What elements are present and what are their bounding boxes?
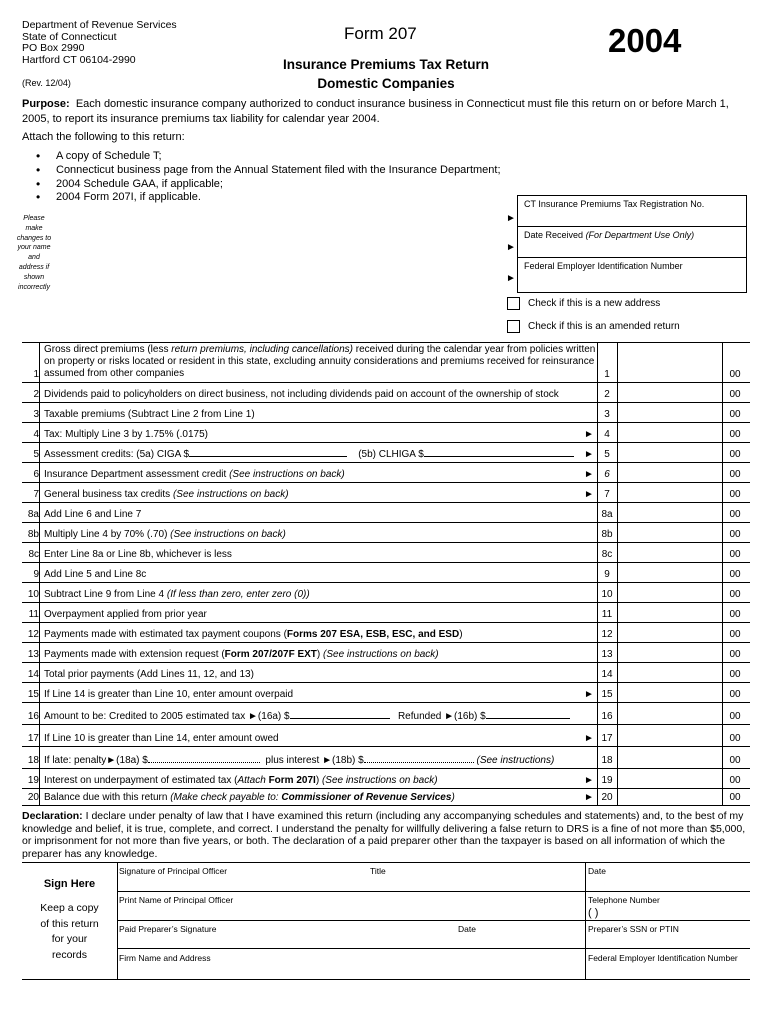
keep-copy-line: Keep a copy (40, 902, 99, 914)
attach-title: Attach the following to this return: (22, 131, 185, 143)
cents: 00 (729, 509, 741, 520)
cents: 00 (729, 792, 741, 803)
preparer-signature-field[interactable]: Paid Preparer’s Signature (119, 924, 217, 934)
line-description: Payments made with extension request (Form 207/207F EXT) (See instructions on back) (44, 649, 439, 660)
line-2 (22, 383, 750, 403)
line-number: 11 (28, 609, 39, 620)
line-8a (22, 503, 750, 523)
attach-item: • A copy of Schedule T; (36, 150, 501, 164)
line-ref: 18 (601, 755, 613, 766)
line-number: 18 (27, 755, 39, 766)
line-ref: 8b (601, 529, 613, 540)
agency-line: PO Box 2990 (22, 42, 85, 55)
line-description: Payments made with estimated tax payment coupons (Forms 207 ESA, ESB, ESC, and ESD) (44, 629, 463, 640)
line-description: Dividends paid to policyholders on direct business, not including dividends paid on account of the ownership of stock (44, 389, 559, 400)
line-ref: 16 (601, 711, 613, 722)
line-number: 13 (27, 649, 39, 660)
penalty-input[interactable] (148, 753, 260, 763)
line-number: 10 (27, 589, 39, 600)
line-ref: 5 (604, 449, 610, 460)
fein-label: Federal Employer Identification Number (524, 261, 683, 271)
amended-return-label: Check if this is an amended return (528, 321, 680, 332)
line-description: Tax: Multiply Line 3 by 1.75% (.0175) (44, 429, 208, 440)
line-10 (22, 583, 750, 603)
line-19 (22, 769, 750, 789)
line-description: If late: penalty►(18a) $ plus interest ►(18b) $ (See instructions) (44, 755, 555, 766)
cents: 00 (729, 429, 741, 440)
officer-date-field[interactable]: Date (588, 866, 606, 876)
sign-here-label: Sign Here (43, 878, 96, 890)
cents: 00 (729, 733, 741, 744)
line-ref: 3 (604, 409, 610, 420)
preparer-date-field[interactable]: Date (458, 924, 476, 934)
cents: 00 (729, 609, 741, 620)
line-18 (22, 747, 750, 769)
keep-copy-line: records (51, 948, 87, 961)
line-number: 1 (33, 369, 39, 380)
line-description: Insurance Department assessment credit (See instructions on back) (44, 469, 345, 480)
sign-here-column (22, 863, 117, 979)
line-number: 5 (33, 449, 39, 460)
address-change-note (12, 214, 56, 292)
line-9 (22, 563, 750, 583)
declaration (22, 810, 750, 860)
cents: 00 (729, 389, 741, 400)
keep-copy-line: of this return (40, 917, 99, 930)
line-description: Add Line 5 and Line 8c (44, 569, 147, 580)
interest-input[interactable] (364, 753, 474, 763)
note-line: Please (23, 215, 45, 222)
line-number: 4 (33, 429, 39, 440)
cents: 00 (729, 629, 741, 640)
line-number: 2 (33, 389, 39, 400)
form-title (270, 55, 502, 93)
purpose-text: Each domestic insurance company authorized to conduct insurance business in Connecticut must file this return on or before March 1, 2005, to report its insurance premiums tax liability for calendar year 2004. (22, 98, 729, 125)
arrow-icon: ► (584, 775, 594, 786)
telephone-parens: ( ) (588, 907, 599, 919)
line-description: Subtract Line 9 from Line 4 (If less than zero, enter zero (0)) (44, 589, 310, 600)
line-number: 8c (28, 549, 39, 560)
arrow-icon: ► (106, 755, 117, 766)
line-number: 15 (27, 689, 39, 700)
line-ref: 13 (601, 649, 613, 660)
line-ref: 8c (601, 549, 613, 560)
fein-field[interactable] (518, 258, 746, 292)
date-received-note: (For Department Use Only) (585, 230, 695, 240)
note-line: changes to (16, 234, 52, 242)
line-ref: 8a (601, 509, 613, 520)
purpose-paragraph (22, 97, 750, 126)
line-15 (22, 683, 750, 703)
line-description: Add Line 6 and Line 7 (44, 509, 142, 520)
note-line: address if (18, 263, 50, 271)
cents: 00 (729, 449, 741, 460)
line-ref: 9 (604, 569, 610, 580)
line-number: 20 (27, 792, 39, 803)
arrow-icon: ► (584, 469, 594, 480)
arrow-icon: ► (584, 489, 594, 500)
line-description: If Line 10 is greater than Line 14, enter amount owed (44, 733, 279, 744)
line-11 (22, 603, 750, 623)
line-description: Balance due with this return (Make check payable to: Commissioner of Revenue Services) (44, 792, 455, 803)
line-7 (22, 483, 750, 503)
attach-item: • 2004 Schedule GAA, if applicable; (36, 178, 501, 192)
line-16 (22, 703, 750, 725)
line-number: 8a (27, 509, 39, 520)
form-number: Form 207 (344, 24, 417, 43)
credited-amount-input[interactable] (290, 709, 390, 719)
line-description: Enter Line 8a or Line 8b, whichever is less (44, 549, 232, 560)
refunded-amount-input[interactable] (486, 709, 570, 719)
line-6 (22, 463, 750, 483)
line-ref: 14 (601, 669, 613, 680)
officer-signature-field[interactable]: Signature of Principal Officer (119, 866, 228, 876)
arrow-icon: ► (506, 242, 516, 253)
cents: 00 (729, 489, 741, 500)
line-17 (22, 725, 750, 747)
form-title-line1: Insurance Premiums Tax Return (282, 57, 490, 72)
cents: 00 (729, 369, 741, 380)
cents: 00 (729, 775, 741, 786)
line-ref: 10 (601, 589, 613, 600)
clhiga-input[interactable] (424, 447, 574, 457)
line-number: 12 (27, 629, 39, 640)
note-line: incorrectly (18, 283, 50, 291)
line-ref: 20 (601, 792, 613, 803)
officer-title-field[interactable]: Title (370, 866, 386, 876)
registration-number-label: CT Insurance Premiums Tax Registration No. (524, 199, 705, 209)
firm-name-field[interactable]: Firm Name and Address (119, 953, 211, 963)
cents: 00 (729, 711, 741, 722)
arrow-icon: ► (506, 213, 516, 224)
arrow-icon: ► (444, 711, 455, 722)
new-address-checkbox[interactable] (507, 297, 520, 310)
tax-lines-table (22, 342, 750, 806)
arrow-icon: ► (584, 449, 594, 460)
line-description: Gross direct premiums (less return premiums, including cancellations) received during the calendar year from policies written on property or risks located or resident in this state, excluding annuity considerations and premiums received for reinsurance assumed from other companies (44, 344, 596, 379)
cents: 00 (729, 755, 741, 766)
cents: 00 (729, 569, 741, 580)
line-number: 9 (33, 569, 39, 580)
preparer-ssn-field[interactable]: Preparer’s SSN or PTIN (588, 924, 679, 934)
date-received-label: Date Received (524, 230, 584, 240)
line-5 (22, 443, 750, 463)
line-number: 19 (27, 775, 39, 786)
purpose-label: Purpose: (22, 98, 70, 110)
officer-name-field[interactable]: Print Name of Principal Officer (119, 895, 234, 905)
cents: 00 (729, 589, 741, 600)
line-number: 16 (27, 711, 39, 722)
arrow-icon: ► (506, 273, 516, 284)
ciga-input[interactable] (189, 447, 347, 457)
signature-section (22, 862, 750, 980)
keep-copy-line: for your (51, 933, 88, 945)
agency-address (22, 20, 177, 66)
cents: 00 (729, 469, 741, 480)
line-number: 14 (27, 669, 39, 680)
line-ref: 15 (601, 689, 613, 700)
line-number: 7 (33, 489, 39, 500)
line-description: Overpayment applied from prior year (44, 609, 207, 620)
form-title-line2: Domestic Companies (317, 76, 455, 91)
line-number: 8b (27, 529, 39, 540)
amended-return-checkbox[interactable] (507, 320, 520, 333)
revision-date: (Rev. 12/04) (22, 78, 71, 88)
line-8c (22, 543, 750, 563)
arrow-icon: ► (322, 755, 333, 766)
line-ref: 7 (604, 489, 610, 500)
line-ref: 6 (604, 469, 610, 480)
cents: 00 (729, 649, 741, 660)
line-ref: 19 (601, 775, 613, 786)
firm-fein-field[interactable]: Federal Employer Identification Number (588, 953, 738, 963)
declaration-text: I declare under penalty of law that I have examined this return (including any accompanying schedules and statements) and, to the best of my knowledge and belief, it is true, complete, and correct. I understand the penalty for willfully delivering a false return to DRS is a fine of not more than $5,000, or imprisonment for not more than five years, or both. The declaration of a paid preparer other than the taxpayer is based on all information of which the preparer has any knowledge. (22, 810, 746, 860)
cents: 00 (729, 409, 741, 420)
cents: 00 (729, 529, 741, 540)
agency-line: Hartford CT 06104-2990 (22, 53, 136, 66)
line-ref: 17 (601, 733, 613, 744)
cents: 00 (729, 669, 741, 680)
line-13 (22, 643, 750, 663)
line-description: If Line 14 is greater than Line 10, enter amount overpaid (44, 689, 294, 700)
line-1 (22, 343, 750, 383)
line-description: Multiply Line 4 by 70% (.70) (See instructions on back) (44, 529, 286, 540)
line-description: General business tax credits (See instructions on back) (44, 489, 289, 500)
cents: 00 (729, 549, 741, 560)
line-ref: 12 (601, 629, 613, 640)
arrow-icon: ► (584, 792, 594, 803)
line-description: Taxable premiums (Subtract Line 2 from Line 1) (44, 409, 255, 420)
line-number: 3 (33, 409, 39, 420)
line-4 (22, 423, 750, 443)
attach-list (36, 150, 501, 205)
tax-year: 2004 (608, 22, 682, 59)
keep-copy-note (22, 901, 117, 963)
note-line: your name (17, 244, 51, 252)
line-ref: 11 (601, 609, 613, 620)
attach-item: • 2004 Form 207I, if applicable. (36, 191, 501, 205)
note-line: shown (23, 273, 45, 281)
line-description: Amount to be: Credited to 2005 estimated tax ►(16a) $ Refunded ►(16b) $ (44, 709, 604, 722)
arrow-icon: ► (248, 711, 258, 722)
note-line: make (25, 224, 43, 232)
line-14 (22, 663, 750, 683)
line-ref: 1 (604, 369, 610, 380)
line-3 (22, 403, 750, 423)
note-line: and (28, 254, 40, 262)
line-description: Assessment credits: (5a) CIGA $ (5b) CLHIGA $ (44, 447, 604, 460)
line-ref: 2 (604, 389, 610, 400)
line-description: Total prior payments (Add Lines 11, 12, and 13) (44, 669, 254, 680)
line-8b (22, 523, 750, 543)
agency-line: State of Connecticut (22, 30, 117, 43)
arrow-icon: ► (584, 429, 594, 440)
arrow-icon: ► (584, 733, 594, 744)
line-description: Interest on underpayment of estimated tax (Attach Form 207I) (See instructions on back) (44, 775, 438, 786)
cents: 00 (729, 689, 741, 700)
line-number: 6 (33, 469, 39, 480)
line-number: 17 (27, 733, 39, 744)
line-12 (22, 623, 750, 643)
line-ref: 4 (604, 429, 610, 440)
registration-number-field[interactable] (518, 196, 746, 227)
arrow-icon: ► (584, 689, 594, 700)
declaration-label: Declaration: (22, 810, 83, 822)
line-20 (22, 789, 750, 805)
attach-item: • Connecticut business page from the Annual Statement filed with the Insurance Department; (36, 164, 501, 178)
date-received-field (518, 227, 746, 258)
agency-line: Department of Revenue Services (22, 19, 177, 31)
new-address-label: Check if this is a new address (528, 298, 661, 309)
telephone-field[interactable]: Telephone Number (588, 895, 660, 905)
registration-box (517, 195, 747, 293)
